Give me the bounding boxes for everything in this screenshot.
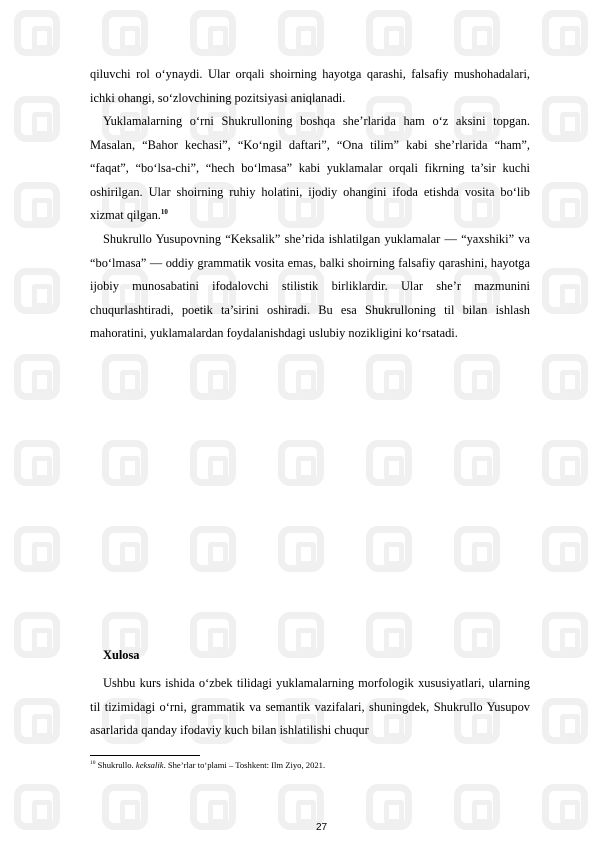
watermark-tile <box>366 784 412 830</box>
watermark-tile <box>102 526 148 572</box>
watermark-tile <box>454 354 500 400</box>
watermark-tile <box>278 612 324 658</box>
footnote-number: 10 <box>90 760 96 766</box>
watermark-tile <box>542 268 588 314</box>
watermark-tile <box>542 182 588 228</box>
watermark-tile <box>190 10 236 56</box>
watermark-tile <box>454 612 500 658</box>
watermark-tile <box>542 440 588 486</box>
watermark-tile <box>542 96 588 142</box>
watermark-tile <box>366 526 412 572</box>
page-number: 27 <box>316 822 328 833</box>
watermark-tile <box>14 698 60 744</box>
watermark-tile <box>14 440 60 486</box>
watermark-tile <box>542 354 588 400</box>
watermark-tile <box>366 612 412 658</box>
watermark-tile <box>278 526 324 572</box>
watermark-tile <box>278 440 324 486</box>
watermark-tile <box>14 182 60 228</box>
watermark-tile <box>454 10 500 56</box>
footnote <box>90 757 325 771</box>
footnote-author: Shukrullo. <box>97 759 134 770</box>
watermark-tile <box>190 526 236 572</box>
watermark-tile <box>542 612 588 658</box>
watermark-tile <box>14 526 60 572</box>
paragraph <box>90 110 530 228</box>
watermark-tile <box>14 96 60 142</box>
watermark-tile <box>542 698 588 744</box>
watermark-tile <box>454 440 500 486</box>
footnote-reference[interactable]: 10 <box>160 208 168 217</box>
watermark-tile <box>454 526 500 572</box>
watermark-tile <box>102 440 148 486</box>
watermark-tile <box>14 354 60 400</box>
paragraph: Shukrullo Yusupovning “Keksalik” she’rida ishlatilgan yuklamalar — “yaxshiki” va “bo‘lmasa” — oddiy grammatik vosita emas, balki shoirning falsafiy qarashini, hayotga ijobiy munosabatini ifodalovchi stilistik birliklardir. Ular she’r mazmunini chuqurlashtiradi, poetik ta’sirini oshiradi. Bu esa Shukrulloning til bilan ishlash mahoratini, yuklamalardan foydalanishdagi uslubiy nozikligini ko‘rsatadi. <box>90 232 530 341</box>
watermark-tile <box>542 526 588 572</box>
section-heading: Xulosa <box>103 648 140 662</box>
watermark-tile <box>542 10 588 56</box>
watermark-tile <box>14 268 60 314</box>
watermark-tile <box>542 784 588 830</box>
watermark-tile <box>366 354 412 400</box>
watermark-tile <box>190 784 236 830</box>
watermark-tile <box>190 354 236 400</box>
footnote-title: keksalik <box>135 759 164 770</box>
watermark-tile <box>366 10 412 56</box>
watermark-tile <box>190 440 236 486</box>
paragraph-continued: qiluvchi rol o‘ynaydi. Ular orqali shoirning hayotga qarashi, falsafiy mushohadalari, ichki ohangi, so‘zlovchining pozitsiyasi aniqlanadi. <box>90 67 530 105</box>
watermark-tile <box>278 354 324 400</box>
watermark-tile <box>14 784 60 830</box>
watermark-tile <box>190 612 236 658</box>
watermark-tile <box>102 10 148 56</box>
watermark-tile <box>278 10 324 56</box>
footnote-divider <box>90 755 200 756</box>
watermark-tile <box>14 10 60 56</box>
watermark-tile <box>366 440 412 486</box>
footnote-source: . She’rlar to‘plami – Toshkent: Ilm Ziyo, 2021. <box>163 759 326 770</box>
paragraph: Ushbu kurs ishida o‘zbek tilidagi yuklamalarning morfologik xususiyatlari, ularning til tizimidagi o‘rni, grammatik va semantik vazifalari, shuningdek, Shukrullo Yusupov asarlarida qanday ifodaviy kuch bilan ishlatilishi chuqur <box>90 676 530 738</box>
watermark-tile <box>102 354 148 400</box>
watermark-tile <box>454 784 500 830</box>
watermark-tile <box>14 612 60 658</box>
watermark-tile <box>102 784 148 830</box>
paragraph-text: Yuklamalarning o‘rni Shukrulloning boshqa she’rlarida ham o‘z aksini topgan. Masalan, “Bahor kechasi”, “Ko‘ngil daftari”, “Ona tilim” kabi she’rlarida “ham”, “faqat”, “bo‘lsa-chi”, “hech bo‘lmasa” kabi yuklamalar orqali fikrning ta’sir kuchi oshirilgan. Ular shoirning ruhiy holatini, ijodiy ohangini ifoda etishda vosita bo‘lib xizmat qilgan. <box>90 114 530 223</box>
